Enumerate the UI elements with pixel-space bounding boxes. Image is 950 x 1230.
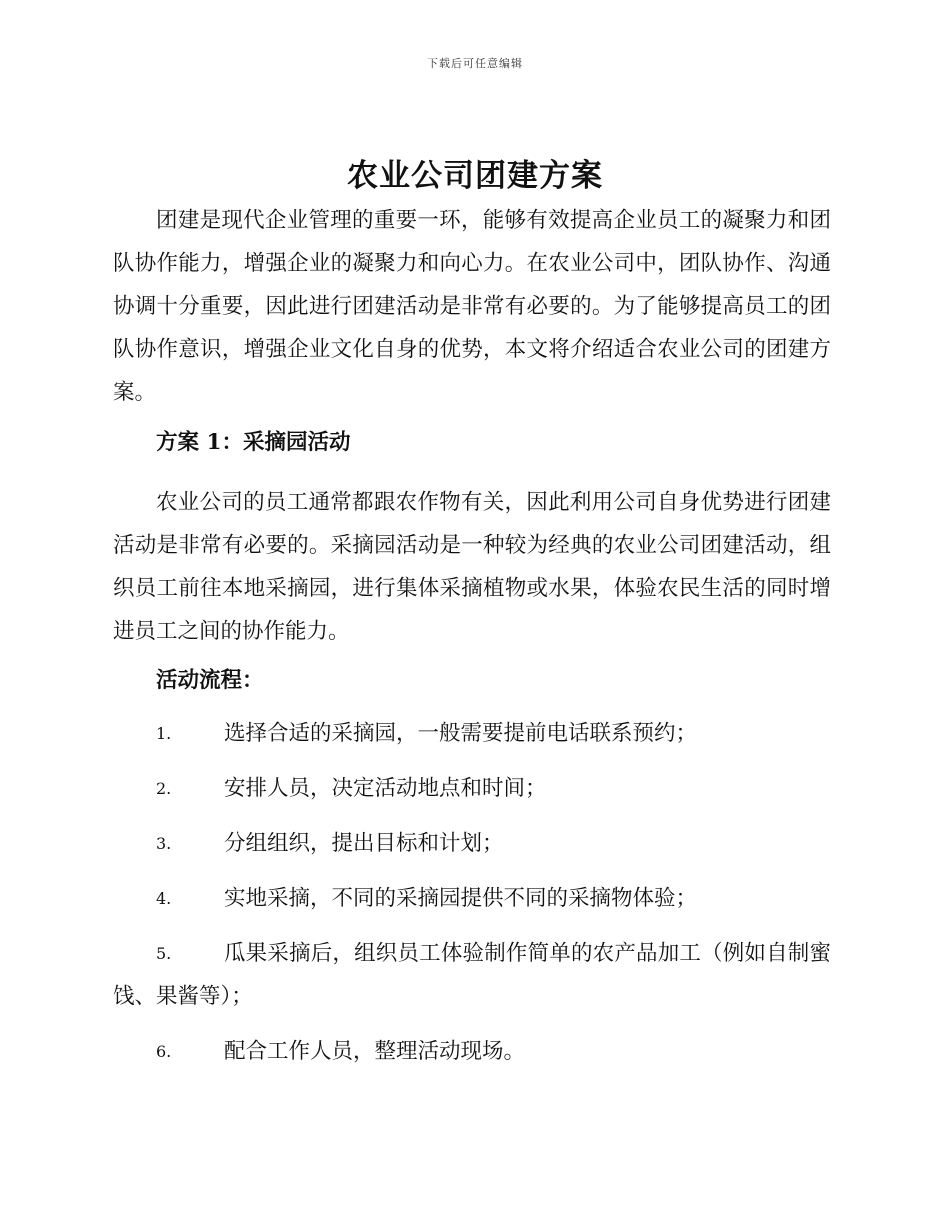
list-item (113, 877, 831, 920)
header-note: 下载后可任意编辑 (427, 57, 523, 70)
activity-steps-list (113, 712, 831, 1085)
list-item-text: 配合工作人员，整理活动现场。 (224, 1039, 526, 1064)
list-item-text: 分组组织，提出目标和计划； (224, 831, 504, 856)
list-item-text: 瓜果采摘后，组织员工体验制作简单的农产品加工（例如自制蜜饯、果酱等）； (113, 941, 831, 1009)
document-title: 农业公司团建方案 (347, 158, 603, 194)
list-item-number: 6. (156, 1042, 172, 1061)
list-item (113, 822, 831, 865)
list-item-text: 安排人员，决定活动地点和时间； (224, 776, 547, 801)
list-item-text: 实地采摘，不同的采摘园提供不同的采摘物体验； (224, 886, 698, 911)
list-item-number: 1. (156, 724, 172, 743)
list-item-number: 3. (156, 834, 172, 853)
list-item-number: 4. (156, 889, 172, 908)
list-item (113, 712, 831, 755)
intro-paragraph: 团建是现代企业管理的重要一环，能够有效提高企业员工的凝聚力和团队协作能力，增强企业的凝聚力和向心力。在农业公司中，团队协作、沟通协调十分重要，因此进行团建活动是非常有必要的。为了能够提高员工的团队协作意识，增强企业文化自身的优势，本文将介绍适合农业公司的团建方案。 (113, 208, 831, 405)
section-heading-plan-1: 方案 1：采摘园活动 (156, 430, 351, 455)
list-item (113, 932, 831, 1018)
list-item-text: 选择合适的采摘园，一般需要提前电话联系预约； (224, 721, 698, 746)
activity-flow-heading: 活动流程： (156, 668, 264, 693)
section-paragraph-plan-1: 农业公司的员工通常都跟农作物有关，因此利用公司自身优势进行团建活动是非常有必要的。采摘园活动是一种较为经典的农业公司团建活动，组织员工前往本地采摘园，进行集体采摘植物或水果，体验农民生活的同时增进员工之间的协作能力。 (113, 490, 831, 644)
list-item (113, 1030, 831, 1073)
list-item-number: 5. (156, 944, 172, 963)
list-item-number: 2. (156, 779, 172, 798)
list-item (113, 767, 831, 810)
